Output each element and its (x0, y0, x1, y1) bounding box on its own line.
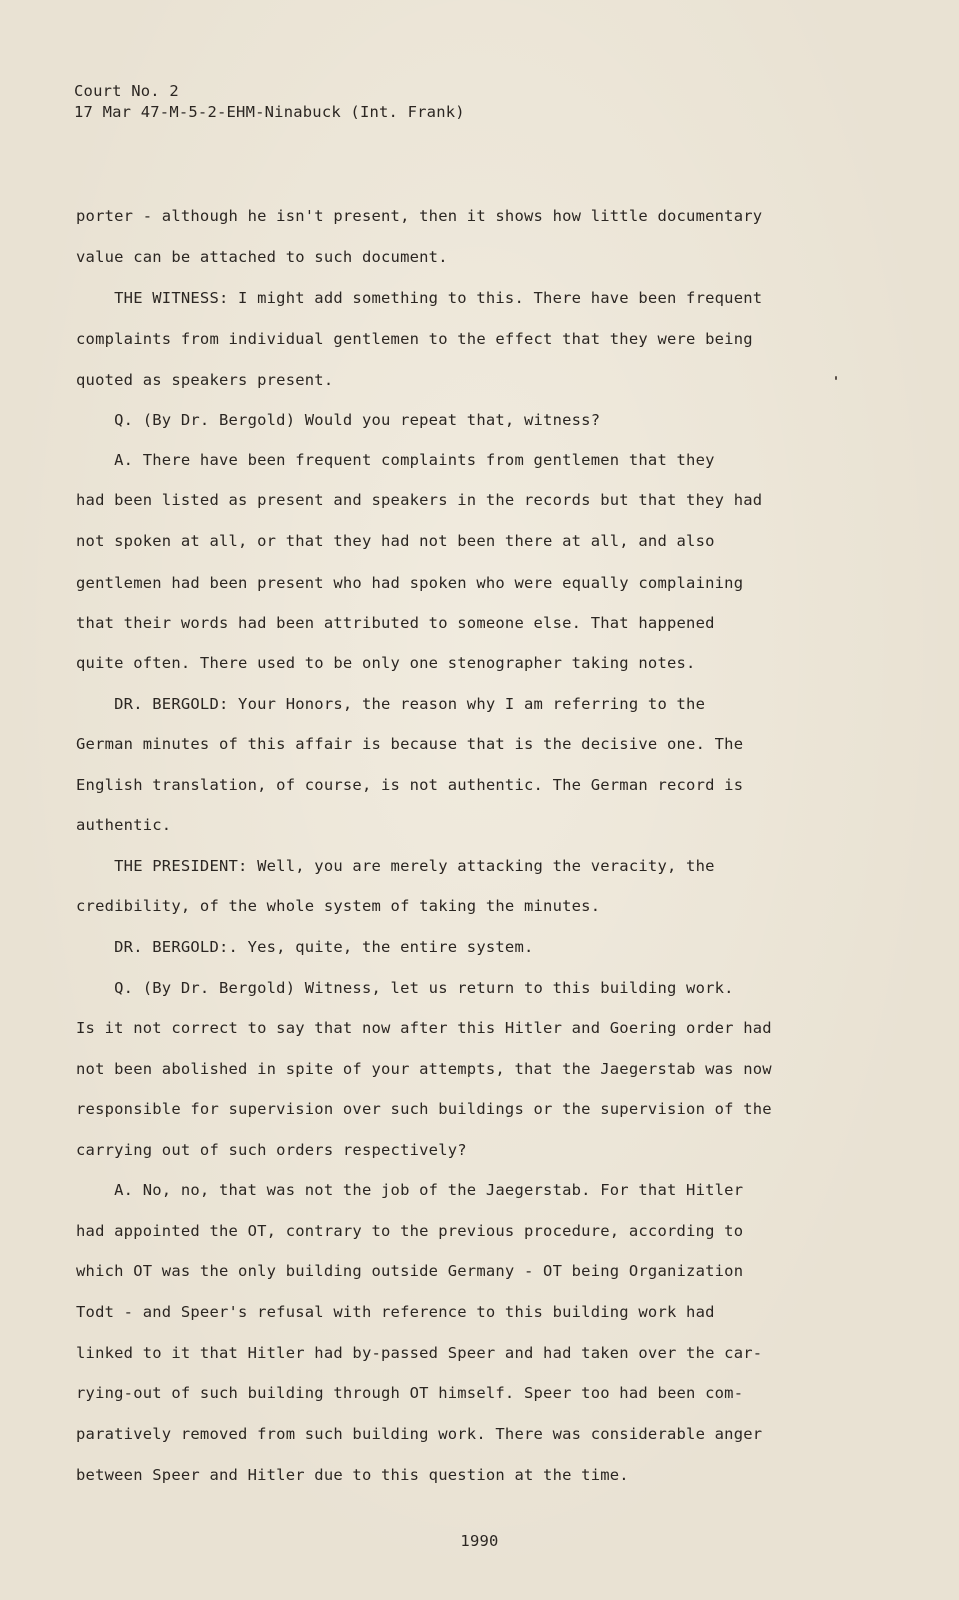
court-number: Court No. 2 (74, 82, 179, 100)
page-number: 1990 (460, 1532, 499, 1550)
transcript-line: Q. (By Dr. Bergold) Would you repeat that, witness? (76, 411, 601, 429)
session-reference: 17 Mar 47-M-5-2-EHM-Ninabuck (Int. Frank) (74, 103, 465, 121)
transcript-line: value can be attached to such document. (76, 248, 448, 266)
transcript-line: paratively removed from such building work. There was considerable anger (76, 1425, 763, 1443)
transcript-line: Q. (By Dr. Bergold) Witness, let us return to this building work. (76, 979, 734, 997)
transcript-line: complaints from individual gentlemen to the effect that they were being (76, 330, 753, 348)
transcript-line: had been listed as present and speakers in the records but that they had (76, 491, 763, 509)
transcript-line: which OT was the only building outside Germany - OT being Organization (76, 1262, 744, 1280)
paper-speck (835, 376, 837, 380)
transcript-line: not been abolished in spite of your attempts, that the Jaegerstab was now (76, 1060, 772, 1078)
transcript-line: authentic. (76, 816, 172, 834)
transcript-line: English translation, of course, is not authentic. The German record is (76, 776, 744, 794)
transcript-line: had appointed the OT, contrary to the previous procedure, according to (76, 1222, 744, 1240)
transcript-line: THE PRESIDENT: Well, you are merely attacking the veracity, the (76, 857, 715, 875)
transcript-line: THE WITNESS: I might add something to this. There have been frequent (76, 289, 763, 307)
transcript-line: gentlemen had been present who had spoken who were equally complaining (76, 574, 744, 592)
transcript-line: between Speer and Hitler due to this question at the time. (76, 1466, 629, 1484)
transcript-line: responsible for supervision over such buildings or the supervision of the (76, 1100, 772, 1118)
transcript-line: not spoken at all, or that they had not been there at all, and also (76, 532, 715, 550)
transcript-line: DR. BERGOLD:. Yes, quite, the entire system. (76, 938, 534, 956)
transcript-line: Is it not correct to say that now after this Hitler and Goering order had (76, 1019, 772, 1037)
transcript-line: Todt - and Speer's refusal with reference to this building work had (76, 1303, 715, 1321)
transcript-line: porter - although he isn't present, then it shows how little documentary (76, 207, 763, 225)
transcript-line: rying-out of such building through OT himself. Speer too had been com- (76, 1384, 744, 1402)
transcript-line: credibility, of the whole system of taking the minutes. (76, 897, 601, 915)
transcript-line: A. No, no, that was not the job of the Jaegerstab. For that Hitler (76, 1181, 744, 1199)
transcript-line: A. There have been frequent complaints from gentlemen that they (76, 451, 715, 469)
transcript-line: DR. BERGOLD: Your Honors, the reason why I am referring to the (76, 695, 706, 713)
transcript-line: that their words had been attributed to someone else. That happened (76, 614, 715, 632)
transcript-line: quoted as speakers present. (76, 371, 334, 389)
transcript-line: carrying out of such orders respectively? (76, 1141, 467, 1159)
transcript-line: German minutes of this affair is because that is the decisive one. The (76, 735, 744, 753)
transcript-line: linked to it that Hitler had by-passed Speer and had taken over the car- (76, 1344, 763, 1362)
transcript-line: quite often. There used to be only one stenographer taking notes. (76, 654, 696, 672)
